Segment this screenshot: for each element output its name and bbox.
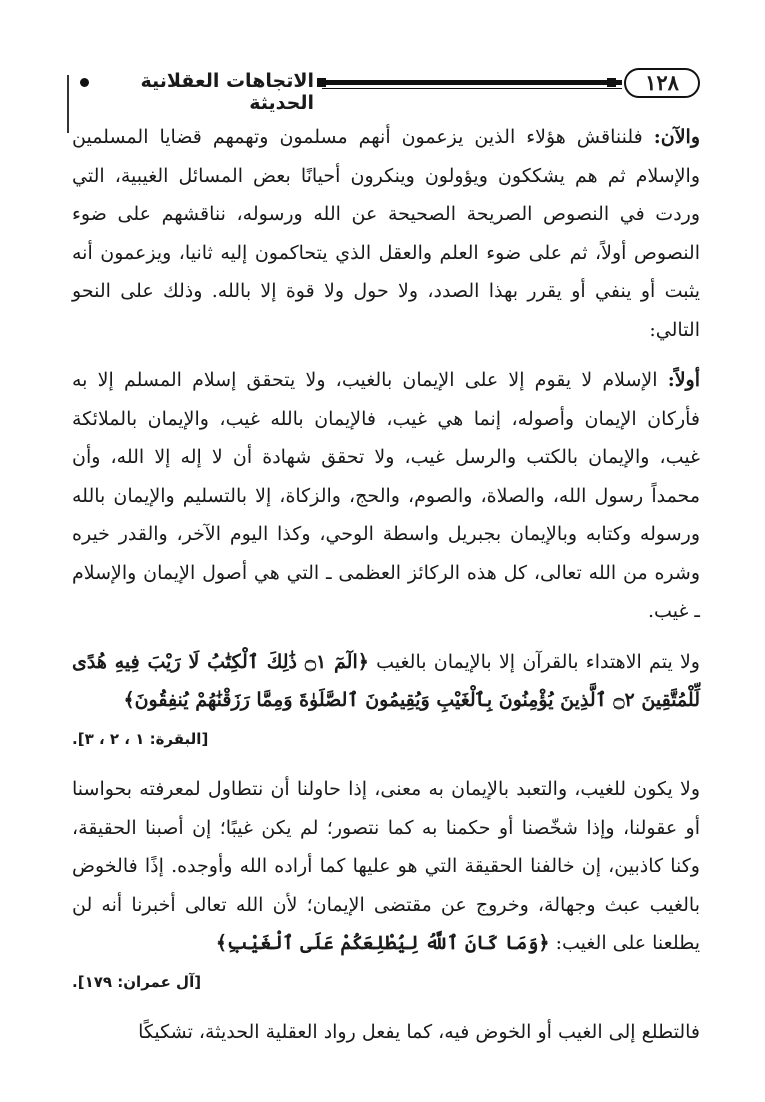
paragraph-text: ولا يكون للغيب، والتعبد بالإيمان به معنى، إذا حاولنا أن نتطاول لمعرفته بحواسنا أو عقولنا، وإذا شخّصنا أو حكمنا به كما نتصور؛ لم يكن غيبًا؛ إن أصبنا الحقيقة، وكنا كاذبين، إن خالفنا الحقيقة التي هو عليها كما أراده الله وأوجده. إذًا فالخوض بالغيب عبث وجهالة، وخروج عن مقتضى الإيمان؛ لأن الله تعالى أخبرنا أنه لن يطلعنا على الغيب: <box>72 778 700 954</box>
paragraph-closing <box>72 1013 700 1052</box>
header-rule-thin <box>322 88 622 89</box>
paragraph-quran-guidance <box>72 643 700 720</box>
header-square-ornament <box>317 78 326 87</box>
paragraph-text: فلنناقش هؤلاء الذين يزعمون أنهم مسلمون وتهمهم قضايا المسلمين والإسلام ثم هم يشككون ويؤولون وينكرون أحيانًا بعض المسائل الغيبية، التي وردت في النصوص الصريحة الصحيحة عن الله ورسوله، نناقشهم على ضوء النصوص أولاً، ثم على ضوء العلم والعقل الذي يتحاكمون إليه ثانيا، ويزعمون أنه يثبت أو ينفي أو يقرر بهذا الصدد، ولا حول ولا قوة إلا بالله. وذلك على النحو التالي: <box>72 126 700 341</box>
header-dot-ornament <box>80 78 89 87</box>
paragraph-lead: والآن: <box>653 126 700 148</box>
paragraph-now <box>72 118 700 349</box>
paragraph-text: الإسلام لا يقوم إلا على الإيمان بالغيب، ولا يتحقق إسلام المسلم إلا به فأركان الإيمان وأصوله، إنما هي غيب، فالإيمان بالله غيب، والإيمان بالملائكة غيب، والإيمان بالكتب والرسل غيب، ولا تحقق شهادة أن لا إله إلا الله، وأن محمداً رسول الله، والصلاة، والصوم، والحج، والزكاة، إلا بالتسليم والإيمان بالله ورسوله وكتابه وبالإيمان بجبريل واسطة الوحي، وكذا اليوم الآخر، والقدر خيره وشره من الله تعالى، كل هذه الركائز العظمى ـ التي هي أصول الإيمان والإسلام ـ غيب. <box>72 369 700 622</box>
header-rule-thick <box>322 80 622 85</box>
paragraph-lead: أولاً: <box>667 369 700 391</box>
verse-citation: [البقرة: ١ ، ٢ ، ٣]. <box>72 729 209 748</box>
page-header <box>80 68 700 114</box>
running-title: الاتجاهات العقلانية الحديثة <box>140 70 314 114</box>
page-number: ١٢٨ <box>624 68 700 98</box>
quran-verse: ﴿وَمَا كَانَ ٱللَّهُ لِيُطْلِعَكُمْ عَلَى ٱلْغَيْبِ﴾ <box>215 932 550 954</box>
paragraph-text: ولا يتم الاهتداء بالقرآن إلا بالإيمان بالغيب <box>368 650 700 673</box>
paragraph-first <box>72 361 700 631</box>
page-body <box>72 118 700 1064</box>
margin-line <box>67 75 69 133</box>
paragraph-text: فالتطلع إلى الغيب أو الخوض فيه، كما يفعل رواد العقلية الحديثة، تشكيكًا <box>138 1021 700 1043</box>
verse-citation: [آل عمران: ١٧٩]. <box>72 972 202 991</box>
paragraph-unseen <box>72 770 700 963</box>
quran-verse: ﴿الٓمٓ ۝١ ذَٰلِكَ ٱلْكِتَٰبُ لَا رَيْبَ فِيهِ هُدًى لِّلْمُتَّقِينَ ۝٢ ٱلَّذِينَ يُؤْمِنُونَ بِٱلْغَيْبِ وَيُقِيمُونَ ٱلصَّلَوٰةَ وَمِمَّا رَزَقْنَٰهُمْ يُنفِقُونَ﴾ <box>72 650 700 711</box>
